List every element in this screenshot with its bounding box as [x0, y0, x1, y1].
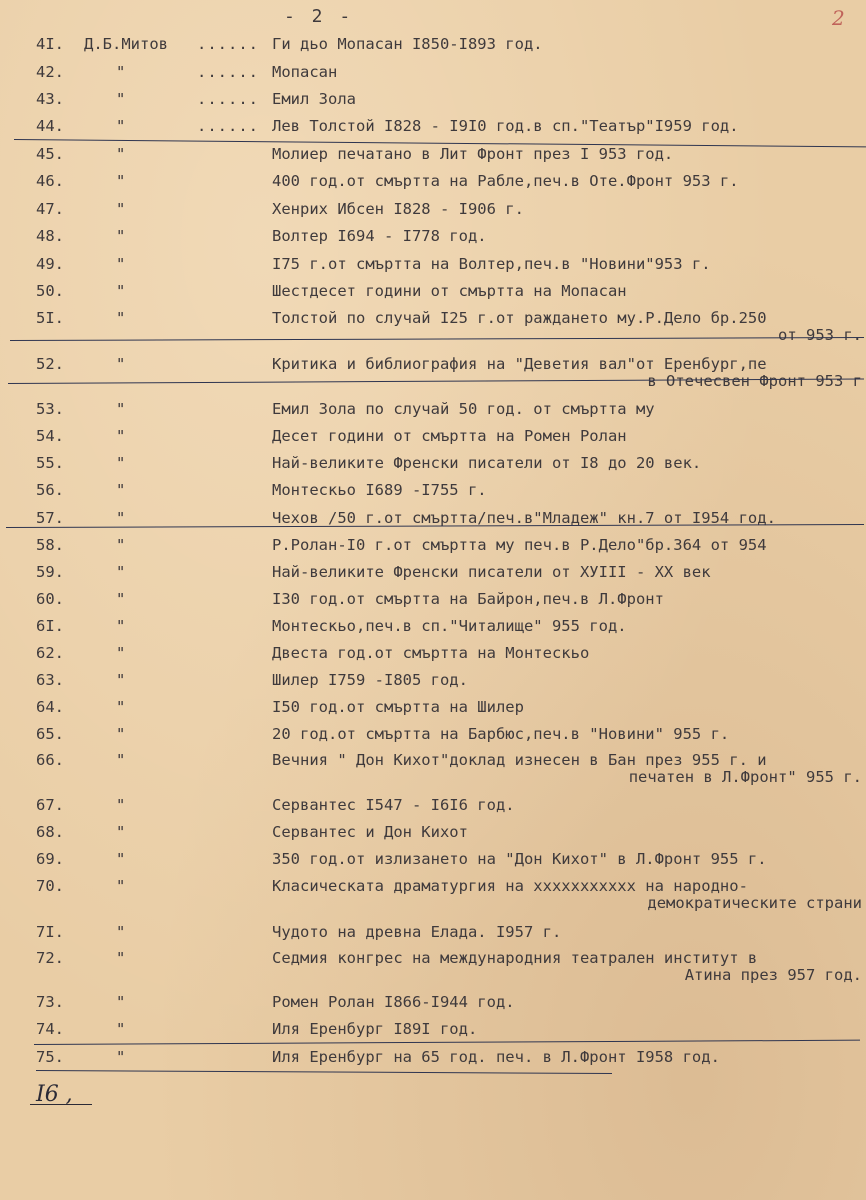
entry-title: Чехов /50 г.от смъртта/печ.в"Младеж" кн.7 от I954 год.: [272, 509, 776, 527]
entry-title: I75 г.от смъртта на Волтер,печ.в "Новини"953 г.: [272, 255, 711, 273]
entry-number: 55.: [36, 454, 64, 472]
entry-title: Най-великите Френски писатели от I8 до 20 век.: [272, 454, 702, 472]
entry-number: 67.: [36, 796, 64, 814]
ditto-mark: ": [116, 923, 126, 941]
footer-underline: [30, 1104, 92, 1105]
entry-title: 400 год.от смъртта на Рабле,печ.в Оте.Фронт 953 г.: [272, 172, 739, 190]
entry-author: Д.Б.Митов: [84, 35, 168, 53]
entry-title: Емил Зола: [272, 90, 356, 108]
page-number: - 2 -: [284, 6, 354, 27]
ditto-mark: ": [116, 644, 126, 662]
entry-title: Ги дьо Мопасан I850-I893 год.: [272, 35, 543, 53]
entry-number: 5I.: [36, 309, 64, 327]
entry-number: 60.: [36, 590, 64, 608]
entry-number: 47.: [36, 200, 64, 218]
entry-title: 20 год.от смъртта на Барбюс,печ.в "Новини" 955 г.: [272, 725, 730, 743]
entry-title: I30 год.от смъртта на Байрон,печ.в Л.Фронт: [272, 590, 664, 608]
entry-number: 74.: [36, 1020, 64, 1038]
entry-number: 73.: [36, 993, 64, 1011]
entry-number: 65.: [36, 725, 64, 743]
entry-number: 4I.: [36, 35, 64, 53]
hand-rule: [36, 1070, 612, 1074]
ditto-mark: ": [116, 725, 126, 743]
entry-continuation: печатен в Л.Фронт" 955 г.: [628, 768, 862, 786]
entry-title: Мопасан: [272, 63, 338, 81]
entry-number: 49.: [36, 255, 64, 273]
entry-number: 44.: [36, 117, 64, 135]
entry-number: 53.: [36, 400, 64, 418]
leader-dots: ......: [197, 35, 259, 53]
entry-title: Сервантес I547 - I6I6 год.: [272, 796, 515, 814]
ditto-mark: ": [116, 400, 126, 418]
ditto-mark: ": [116, 509, 126, 527]
entry-title: Молиер печатано в Лит Фронт през I 953 год.: [272, 145, 674, 163]
entry-continuation: Атина през 957 год.: [684, 966, 862, 984]
ditto-mark: ": [116, 993, 126, 1011]
entry-title: Най-великите Френски писатели от ХУIII - ХХ век: [272, 563, 711, 581]
ditto-mark: ": [116, 145, 126, 163]
entry-title: I50 год.от смъртта на Шилер: [272, 698, 524, 716]
entry-title: 350 год.от излизането на "Дон Кихот" в Л.Фронт 955 г.: [272, 850, 767, 868]
ditto-mark: ": [116, 823, 126, 841]
ditto-mark: ": [116, 949, 126, 967]
ditto-mark: ": [116, 563, 126, 581]
entry-title: Монтескьо I689 -I755 г.: [272, 481, 487, 499]
entry-number: 58.: [36, 536, 64, 554]
entry-title: Толстой по случай I25 г.от раждането му.Р.Дело бр.250: [272, 309, 767, 327]
entry-number: 52.: [36, 355, 64, 373]
ditto-mark: ": [116, 590, 126, 608]
leader-dots: ......: [197, 90, 259, 108]
entry-number: 68.: [36, 823, 64, 841]
ditto-mark: ": [116, 172, 126, 190]
hand-rule: [34, 1040, 860, 1045]
entry-title: Иля Еренбург на 65 год. печ. в Л.Фронт I958 год.: [272, 1048, 720, 1066]
corner-page-mark: 2: [832, 6, 845, 30]
ditto-mark: ": [116, 200, 126, 218]
entry-number: 54.: [36, 427, 64, 445]
ditto-mark: ": [116, 255, 126, 273]
entry-title: Волтер I694 - I778 год.: [272, 227, 487, 245]
entry-title: Монтескьо,печ.в сп."Читалище" 955 год.: [272, 617, 627, 635]
ditto-mark: ": [116, 117, 126, 135]
ditto-mark: ": [116, 1020, 126, 1038]
entry-number: 48.: [36, 227, 64, 245]
entry-title: Критика и библиография на "Деветия вал"от Еренбург,пе: [272, 355, 767, 373]
entry-number: 70.: [36, 877, 64, 895]
ditto-mark: ": [116, 282, 126, 300]
entry-title: Емил Зола по случай 50 год. от смъртта му: [272, 400, 655, 418]
entry-title: Шилер I759 -I805 год.: [272, 671, 468, 689]
ditto-mark: ": [116, 63, 126, 81]
ditto-mark: ": [116, 698, 126, 716]
entry-number: 57.: [36, 509, 64, 527]
entry-number: 75.: [36, 1048, 64, 1066]
entry-number: 45.: [36, 145, 64, 163]
entry-title: Чудото на древна Елада. I957 г.: [272, 923, 562, 941]
entry-title: Шестдесет години от смъртта на Мопасан: [272, 282, 627, 300]
leader-dots: ......: [197, 117, 259, 135]
entry-title: Вечния " Дон Кихот"доклад изнесен в Бан през 955 г. и: [272, 751, 767, 769]
entry-number: 46.: [36, 172, 64, 190]
entry-number: 69.: [36, 850, 64, 868]
entry-title: Иля Еренбург I89I год.: [272, 1020, 478, 1038]
ditto-mark: ": [116, 617, 126, 635]
ditto-mark: ": [116, 877, 126, 895]
entry-title: Десет години от смъртта на Ромен Ролан: [272, 427, 627, 445]
ditto-mark: ": [116, 309, 126, 327]
footer-handwritten-number: I6 ,: [36, 1082, 73, 1107]
entry-number: 56.: [36, 481, 64, 499]
ditto-mark: ": [116, 481, 126, 499]
ditto-mark: ": [116, 454, 126, 472]
entry-number: 59.: [36, 563, 64, 581]
ditto-mark: ": [116, 355, 126, 373]
entry-title: Сервантес и Дон Кихот: [272, 823, 468, 841]
entry-number: 42.: [36, 63, 64, 81]
entry-number: 66.: [36, 751, 64, 769]
entry-number: 6I.: [36, 617, 64, 635]
entry-number: 43.: [36, 90, 64, 108]
ditto-mark: ": [116, 536, 126, 554]
entry-number: 64.: [36, 698, 64, 716]
ditto-mark: ": [116, 751, 126, 769]
entry-number: 72.: [36, 949, 64, 967]
entry-title: Ромен Ролан I866-I944 год.: [272, 993, 515, 1011]
ditto-mark: ": [116, 1048, 126, 1066]
leader-dots: ......: [197, 63, 259, 81]
entry-title: Двеста год.от смъртта на Монтескьо: [272, 644, 590, 662]
entry-continuation: в Отечесвен Фронт 953 г: [647, 372, 862, 390]
ditto-mark: ": [116, 671, 126, 689]
ditto-mark: ": [116, 850, 126, 868]
entry-number: 50.: [36, 282, 64, 300]
entry-title: Хенрих Ибсен I828 - I906 г.: [272, 200, 524, 218]
ditto-mark: ": [116, 90, 126, 108]
entry-number: 7I.: [36, 923, 64, 941]
ditto-mark: ": [116, 427, 126, 445]
entry-title: Лев Толстой I828 - I9I0 год.в сп."Театър"I959 год.: [272, 117, 739, 135]
entry-title: Класическата драматургия на ххххххххххх на народно-: [272, 877, 748, 895]
entry-continuation: демократическите страни: [647, 894, 862, 912]
entry-number: 62.: [36, 644, 64, 662]
ditto-mark: ": [116, 796, 126, 814]
entry-title: Седмия конгрес на международния театрален институт в: [272, 949, 758, 967]
entry-continuation: от 953 г.: [778, 326, 862, 344]
ditto-mark: ": [116, 227, 126, 245]
entry-title: Р.Ролан-I0 г.от смъртта му печ.в Р.Дело"бр.364 от 954: [272, 536, 767, 554]
hand-rule: [10, 337, 864, 341]
entry-number: 63.: [36, 671, 64, 689]
